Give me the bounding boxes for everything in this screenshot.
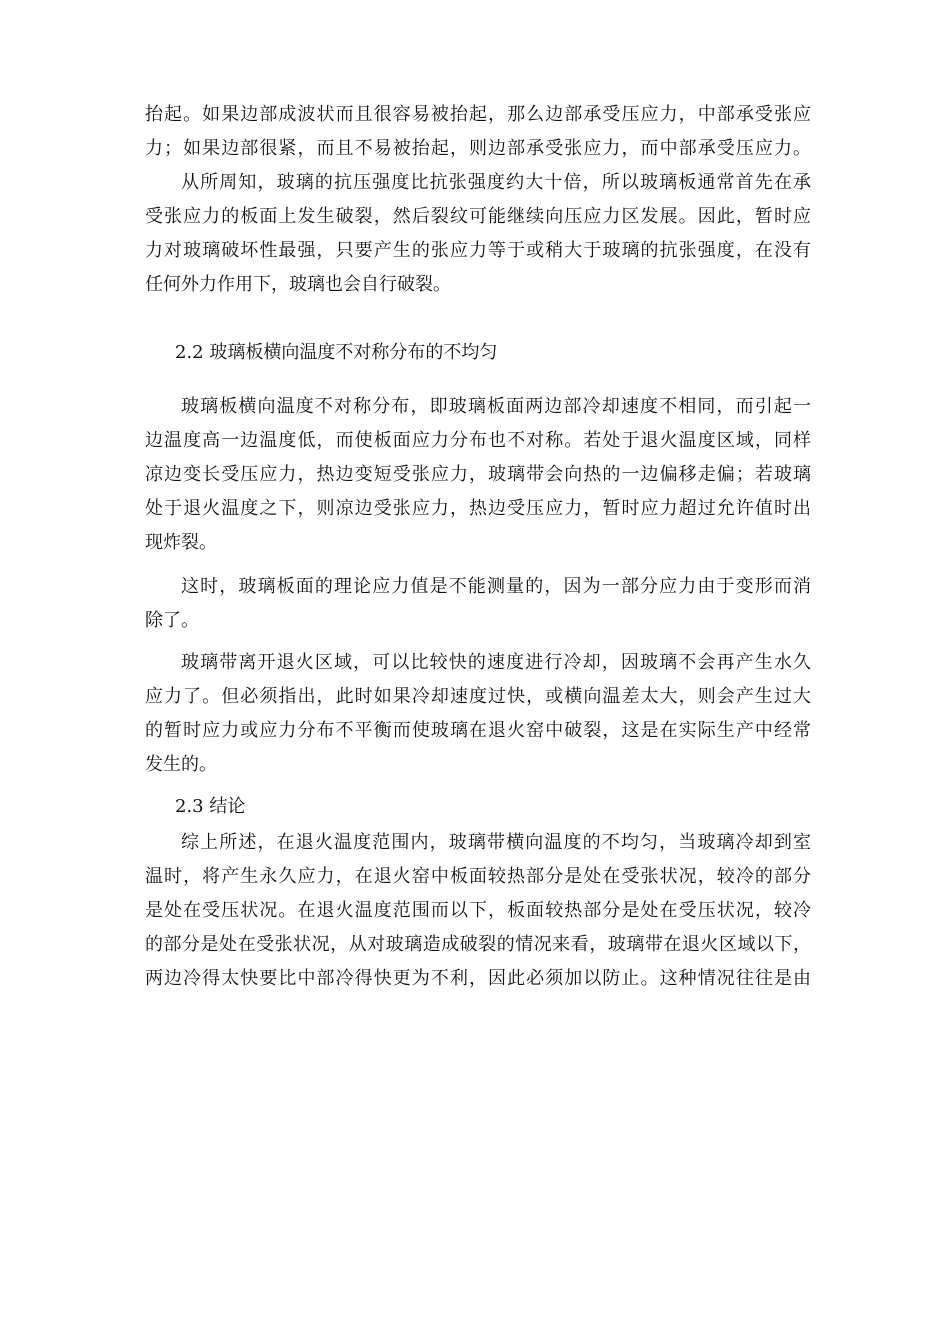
paragraph-6-line-3: 是处在受压状况。在退火温度范围而以下，板面较热部分是处在受压状况，较冷 xyxy=(145,900,811,921)
paragraph-2-line-1: 从所周知，玻璃的抗压强度比抗张强度约大十倍，所以玻璃板通常首先在承 xyxy=(181,172,811,193)
paragraph-3-line-2: 边温度高一边温度低，而使板面应力分布也不对称。若处于退火温度区域，同样 xyxy=(145,430,811,451)
paragraph-3-line-3: 凉边变长受压应力，热边变短受张应力，玻璃带会向热的一边偏移走偏；若玻璃 xyxy=(145,464,811,485)
paragraph-4-line-1: 这时，玻璃板面的理论应力值是不能测量的，因为一部分应力由于变形而消 xyxy=(181,576,811,597)
paragraph-6-line-2: 温时，将产生永久应力，在退火窑中板面较热部分是处在受张状况，较冷的部分 xyxy=(145,866,811,887)
paragraph-3-line-5: 现炸裂。 xyxy=(145,532,217,553)
paragraph-6-line-5: 两边冷得太快要比中部冷得快更为不利，因此必须加以防止。这种情况往往是由 xyxy=(145,968,811,989)
paragraph-5-line-2: 应力了。但必须指出，此时如果冷却速度过快，或横向温差太大，则会产生过大 xyxy=(145,686,811,707)
paragraph-3-line-1: 玻璃板横向温度不对称分布，即玻璃板面两边部冷却速度不相同，而引起一 xyxy=(181,396,811,417)
paragraph-6-line-4: 的部分是处在受张状况，从对玻璃造成破裂的情况来看，玻璃带在退火区域以下， xyxy=(145,934,811,955)
paragraph-2-line-4: 任何外力作用下，玻璃也会自行破裂。 xyxy=(145,274,451,295)
paragraph-1-line-2: 力；如果边部很紧，而且不易被抬起，则边部承受张应力，而中部承受压应力。 xyxy=(145,138,811,159)
paragraph-5-line-4: 发生的。 xyxy=(145,754,217,775)
section-heading-2-2: 2.2 玻璃板横向温度不对称分布的不均匀 xyxy=(175,342,498,363)
paragraph-5-line-1: 玻璃带离开退火区域，可以比较快的速度进行冷却，因玻璃不会再产生水久 xyxy=(181,652,811,673)
paragraph-2-line-2: 受张应力的板面上发生破裂，然后裂纹可能继续向压应力区发展。因此，暂时应 xyxy=(145,206,811,227)
paragraph-1-line-1: 抬起。如果边部成波状而且很容易被抬起，那么边部承受压应力，中部承受张应 xyxy=(145,104,811,125)
section-heading-2-3: 2.3 结论 xyxy=(175,796,246,817)
paragraph-2-line-3: 力对玻璃破坏性最强，只要产生的张应力等于或稍大于玻璃的抗张强度，在没有 xyxy=(145,240,811,261)
paragraph-5-line-3: 的暂时应力或应力分布不平衡而使玻璃在退火窑中破裂，这是在实际生产中经常 xyxy=(145,720,811,741)
paragraph-6-line-1: 综上所述，在退火温度范围内，玻璃带横向温度的不均匀，当玻璃冷却到室 xyxy=(181,832,811,853)
paragraph-4-line-2: 除了。 xyxy=(145,610,199,631)
paragraph-3-line-4: 处于退火温度之下，则凉边受张应力，热边受压应力，暂时应力超过允许值时出 xyxy=(145,498,811,519)
